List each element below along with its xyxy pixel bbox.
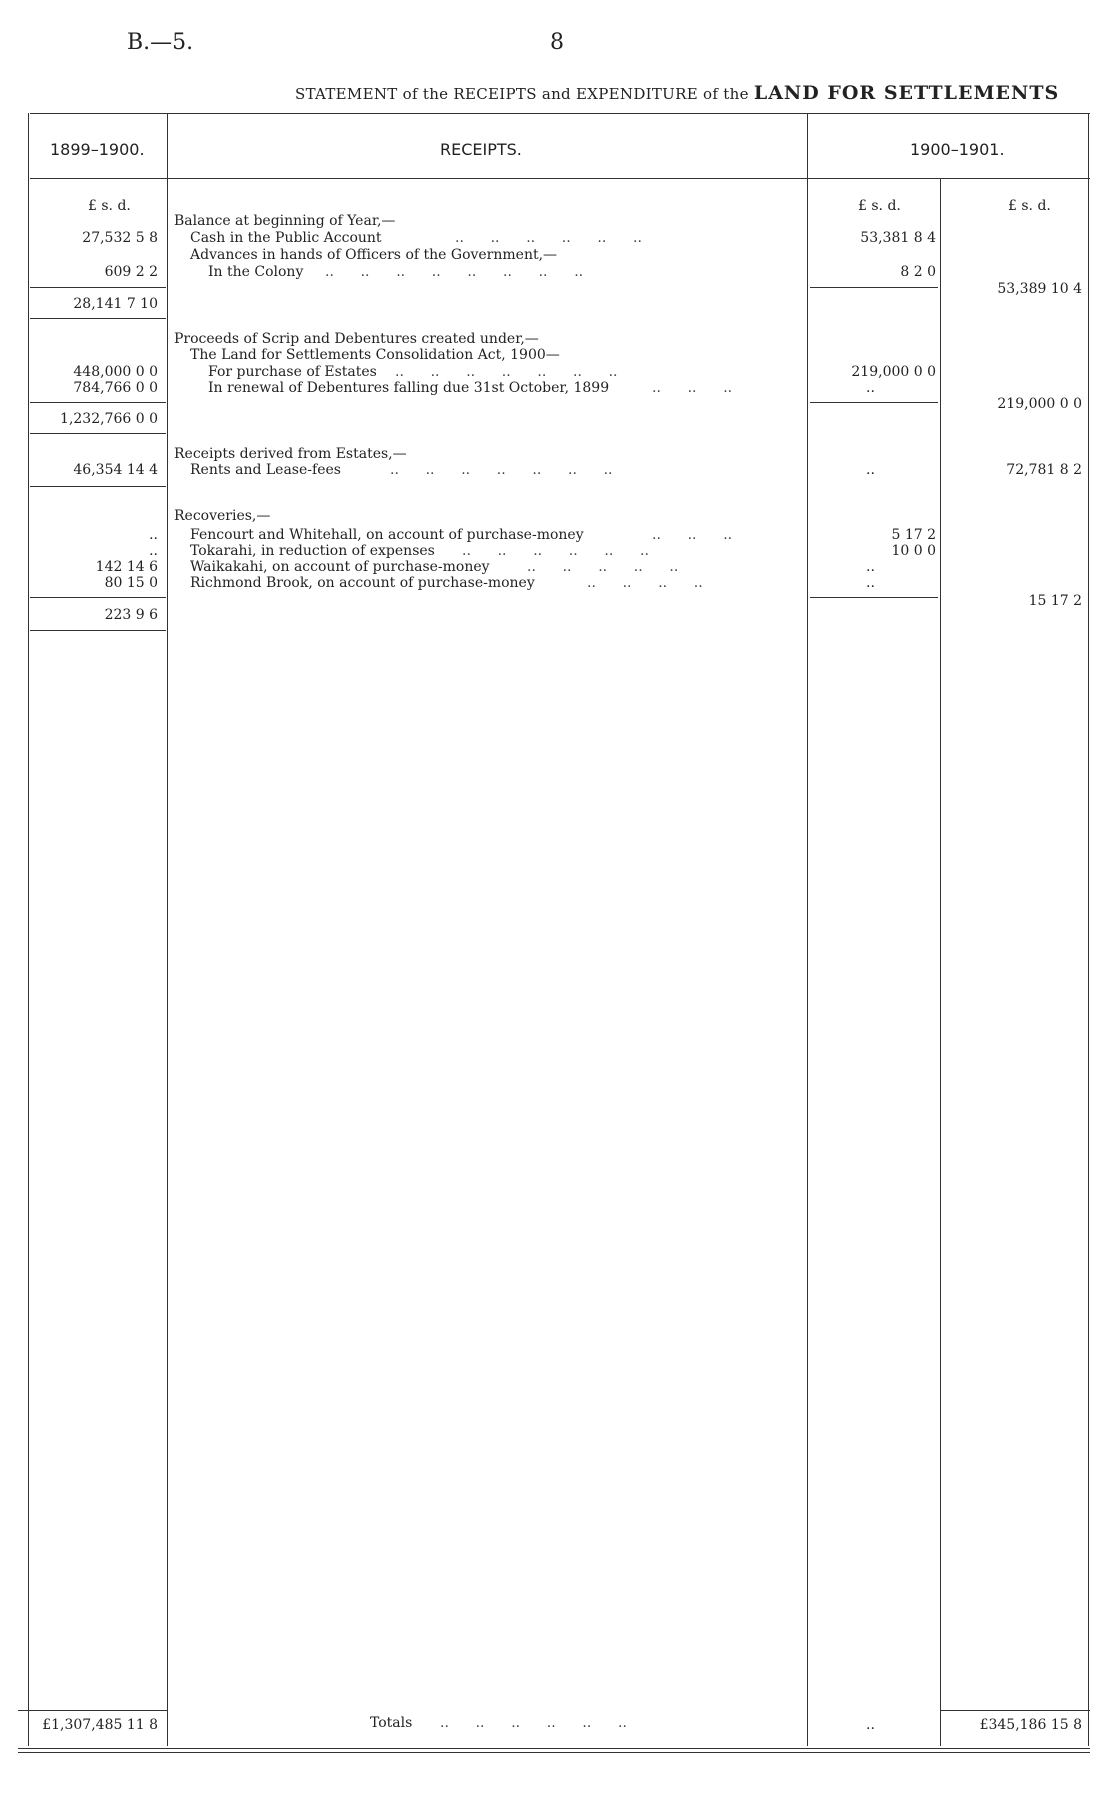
richmond-prev: 80 15 0 bbox=[104, 575, 158, 591]
recoveries-total-curr: 15 17 2 bbox=[1028, 593, 1082, 609]
cash-curr: 53,381 8 4 bbox=[860, 230, 936, 246]
purchase-curr: 219,000 0 0 bbox=[851, 364, 936, 380]
totals-top-rule bbox=[18, 1710, 168, 1711]
dot-leader: .. .. .. .. .. .. bbox=[440, 1715, 627, 1731]
rents-total: 72,781 8 2 bbox=[1006, 462, 1082, 478]
renewal-prev: 784,766 0 0 bbox=[73, 380, 158, 396]
col-heading-1900: 1900–1901. bbox=[910, 140, 1005, 159]
waikakahi-curr: .. bbox=[866, 559, 875, 575]
totals-top-rule bbox=[940, 1710, 1090, 1711]
waikakahi-prev: 142 14 6 bbox=[95, 559, 158, 575]
colony-prev: 609 2 2 bbox=[104, 264, 158, 280]
dot-leader: .. .. .. .. .. .. bbox=[455, 230, 642, 246]
totals-mid: .. bbox=[866, 1717, 875, 1733]
dot-leader: .. .. .. .. .. .. .. bbox=[390, 462, 613, 478]
dot-leader: .. .. .. bbox=[652, 527, 733, 543]
rents-label: Rents and Lease-fees bbox=[190, 462, 341, 478]
bottom-rule-2 bbox=[18, 1752, 1090, 1753]
purchase-label: For purchase of Estates bbox=[208, 364, 377, 380]
col-sep-left bbox=[167, 113, 168, 1746]
tokarahi-label: Tokarahi, in reduction of expenses bbox=[190, 543, 435, 559]
renewal-label: In renewal of Debentures falling due 31st October, 1899 bbox=[208, 380, 610, 396]
title-bold: LAND FOR SETTLEMENTS bbox=[753, 82, 1060, 104]
table-top-rule bbox=[30, 113, 1090, 114]
statement-title bbox=[295, 82, 1059, 104]
col-heading-1899: 1899–1900. bbox=[50, 140, 145, 159]
richmond-label: Richmond Brook, on account of purchase-money bbox=[190, 575, 535, 591]
estates-heading: Receipts derived from Estates,— bbox=[174, 446, 407, 462]
col-sep-right-inner bbox=[940, 178, 941, 1746]
page-number: 8 bbox=[550, 30, 564, 55]
cash-prev: 27,532 5 8 bbox=[82, 230, 158, 246]
balance-total-prev: 28,141 7 10 bbox=[73, 296, 158, 312]
subtotal-rule bbox=[30, 597, 166, 598]
section-rule bbox=[30, 486, 166, 487]
dot-leader: .. .. .. .. .. .. .. bbox=[395, 364, 618, 380]
recoveries-total-prev: 223 9 6 bbox=[104, 607, 158, 623]
rents-curr: .. bbox=[866, 462, 875, 478]
fencourt-prev: .. bbox=[149, 527, 158, 543]
colony-label: In the Colony bbox=[208, 264, 304, 280]
totals-prev: £1,307,485 11 8 bbox=[42, 1717, 158, 1733]
fencourt-curr: 5 17 2 bbox=[891, 527, 936, 543]
dot-leader: .. .. .. .. .. bbox=[527, 559, 679, 575]
tokarahi-curr: 10 0 0 bbox=[891, 543, 936, 559]
tokarahi-prev: .. bbox=[149, 543, 158, 559]
balance-total-curr: 53,389 10 4 bbox=[997, 281, 1082, 297]
section-rule bbox=[30, 318, 166, 319]
subtotal-rule bbox=[810, 597, 938, 598]
right-border bbox=[1088, 113, 1089, 1746]
renewal-curr: .. bbox=[866, 380, 875, 396]
section-rule bbox=[30, 433, 166, 434]
subtotal-rule bbox=[30, 402, 166, 403]
subtotal-rule bbox=[810, 402, 938, 403]
section-rule bbox=[30, 630, 166, 631]
col-sep-mid bbox=[807, 113, 808, 1746]
totals-label: Totals bbox=[370, 1715, 413, 1731]
dot-leader: .. .. .. .. .. .. .. .. bbox=[325, 264, 584, 280]
recoveries-heading: Recoveries,— bbox=[174, 508, 271, 524]
dot-leader: .. .. .. .. bbox=[587, 575, 703, 591]
header-bottom-rule bbox=[30, 178, 1090, 179]
subtotal-rule bbox=[810, 287, 938, 288]
title-prefix: STATEMENT of the RECEIPTS and EXPENDITURE of the bbox=[295, 85, 749, 103]
subtotal-rule bbox=[30, 287, 166, 288]
fencourt-label: Fencourt and Whitehall, on account of purchase-money bbox=[190, 527, 584, 543]
unit-heading-left: £ s. d. bbox=[88, 198, 131, 214]
balance-heading: Balance at beginning of Year,— bbox=[174, 213, 396, 229]
unit-heading-right: £ s. d. bbox=[1008, 198, 1051, 214]
proceeds-total-prev: 1,232,766 0 0 bbox=[60, 411, 158, 427]
dot-leader: .. .. .. .. .. .. bbox=[462, 543, 649, 559]
cash-label: Cash in the Public Account bbox=[190, 230, 382, 246]
bottom-rule-1 bbox=[18, 1748, 1090, 1749]
totals-curr: £345,186 15 8 bbox=[979, 1717, 1082, 1733]
act-label: The Land for Settlements Consolidation Act, 1900— bbox=[190, 347, 560, 363]
unit-heading-mid: £ s. d. bbox=[858, 198, 901, 214]
waikakahi-label: Waikakahi, on account of purchase-money bbox=[190, 559, 490, 575]
advances-label: Advances in hands of Officers of the Government,— bbox=[190, 247, 558, 263]
colony-curr: 8 2 0 bbox=[900, 264, 936, 280]
left-border bbox=[28, 113, 29, 1746]
col-heading-receipts: RECEIPTS. bbox=[440, 140, 522, 159]
proceeds-heading: Proceeds of Scrip and Debentures created under,— bbox=[174, 331, 539, 347]
document-code: B.—5. bbox=[127, 30, 194, 55]
proceeds-total-curr: 219,000 0 0 bbox=[997, 396, 1082, 412]
purchase-prev: 448,000 0 0 bbox=[73, 364, 158, 380]
rents-prev: 46,354 14 4 bbox=[73, 462, 158, 478]
richmond-curr: .. bbox=[866, 575, 875, 591]
dot-leader: .. .. .. bbox=[652, 380, 733, 396]
